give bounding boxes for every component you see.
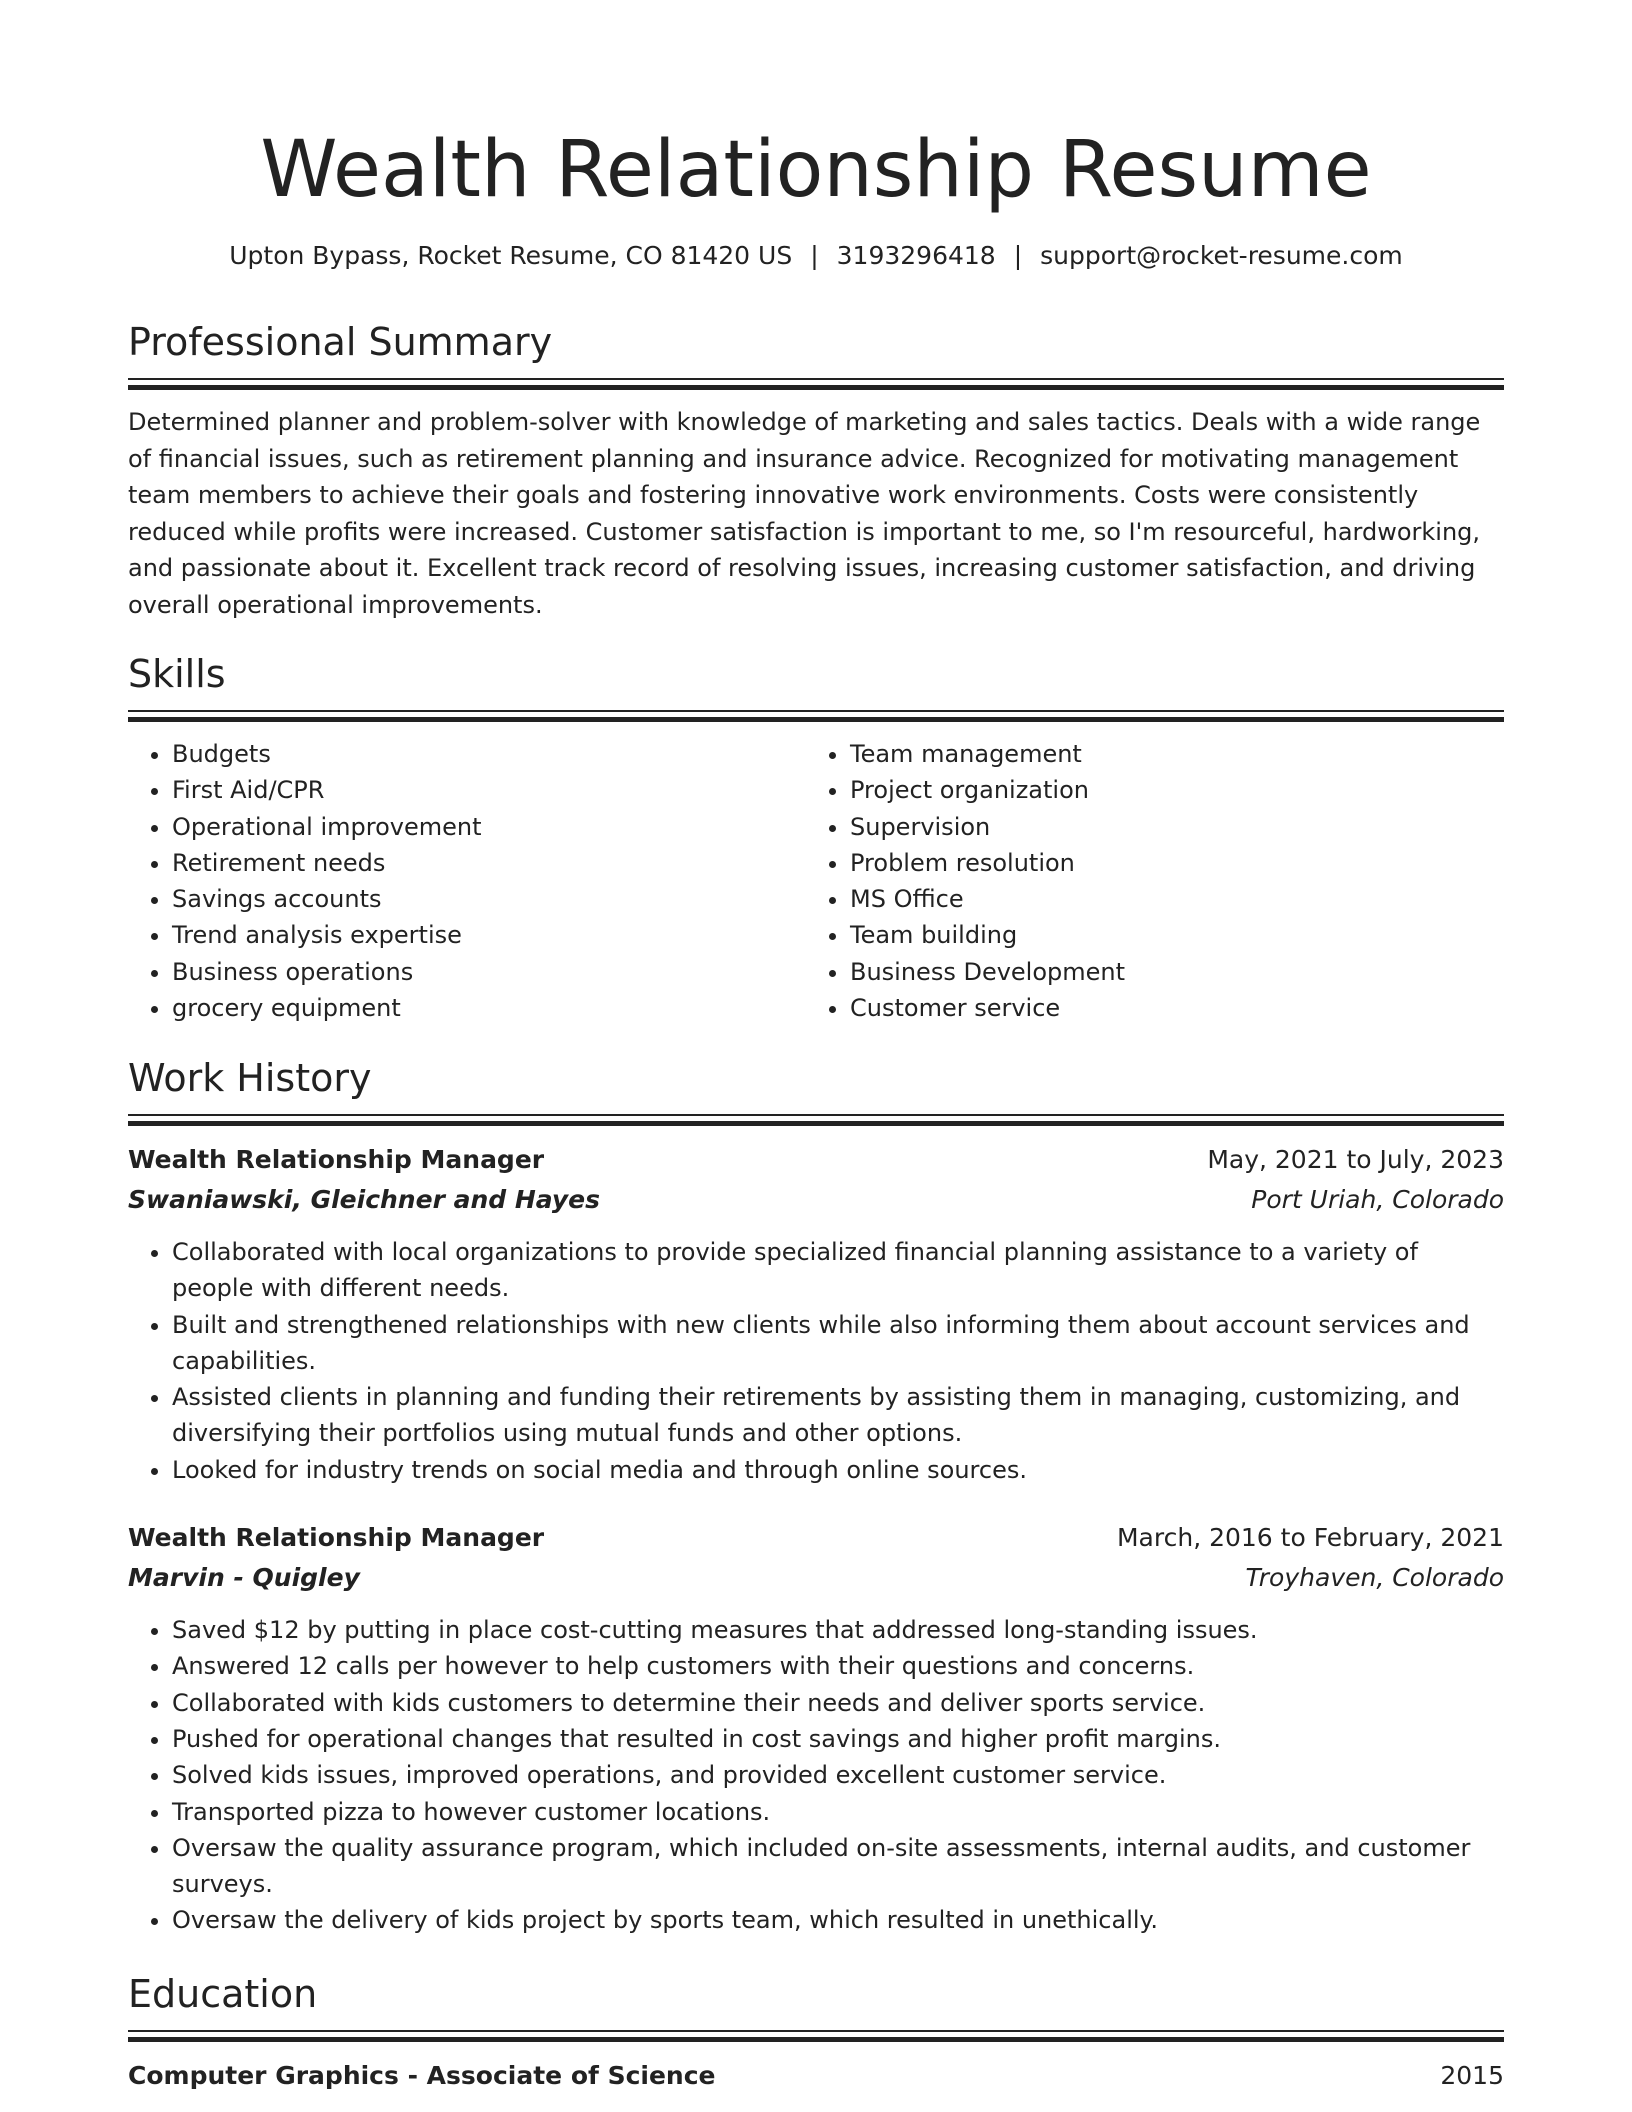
skill-item: • Retirement needs [172, 845, 806, 881]
job-entry [128, 1140, 1504, 1488]
job-bullet: • Looked for industry trends on social media and through online sources. [172, 1452, 1504, 1488]
summary-heading: Professional Summary [128, 320, 553, 364]
summary-section [128, 318, 1504, 623]
job-location: Troyhaven, Colorado [1245, 1563, 1504, 1593]
skill-item: • Project organization [850, 772, 1484, 808]
job-bullet: • Oversaw the quality assurance program, which included on-site assessments, internal audits, and customer surveys. [172, 1830, 1504, 1903]
contact-address: Upton Bypass, Rocket Resume, CO 81420 US [229, 241, 793, 270]
section-divider [128, 1114, 1504, 1126]
job-bullet: • Oversaw the delivery of kids project by sports team, which resulted in unethically. [172, 1902, 1504, 1938]
skills-list-left [128, 736, 806, 1026]
skill-item: • Budgets [172, 736, 806, 772]
job-entry [128, 1518, 1504, 1939]
skill-item: • Business Development [850, 954, 1484, 990]
job-bullet: • Saved $12 by putting in place cost-cutting measures that addressed long-standing issues. [172, 1612, 1504, 1648]
job-company: Swaniawski, Gleichner and Hayes [128, 1185, 601, 1214]
contact-separator: | [810, 241, 819, 270]
job-bullet: • Transported pizza to however customer locations. [172, 1794, 1504, 1830]
education-section [128, 1970, 1504, 2096]
skill-item: • Operational improvement [172, 809, 806, 845]
contact-phone: 3193296418 [836, 241, 996, 270]
job-bullet: • Answered 12 calls per however to help customers with their questions and concerns. [172, 1648, 1504, 1684]
job-bullets [128, 1612, 1504, 1939]
skill-item: • Team management [850, 736, 1484, 772]
skill-item: • Trend analysis expertise [172, 917, 806, 953]
job-bullet: • Built and strengthened relationships with new clients while also informing them about account services and capabilities. [172, 1307, 1504, 1380]
contact-email[interactable]: support@rocket-resume.com [1040, 241, 1403, 270]
skills-columns [128, 736, 1504, 1026]
job-bullet: • Pushed for operational changes that resulted in cost savings and higher profit margins. [172, 1721, 1504, 1757]
skill-item: • Problem resolution [850, 845, 1484, 881]
resume-title: Wealth Relationship Resume [260, 125, 1372, 215]
skills-list-right [806, 736, 1484, 1026]
work-history-section [128, 1054, 1504, 1939]
skill-item: • Supervision [850, 809, 1484, 845]
job-bullet: • Assisted clients in planning and funding their retirements by assisting them in managing, customizing, and diversifying their portfolios using mutual funds and other options. [172, 1379, 1504, 1452]
section-divider [128, 2030, 1504, 2042]
skills-section [128, 650, 1504, 1026]
contact-separator: | [1013, 241, 1023, 270]
skill-item: • Customer service [850, 990, 1484, 1026]
education-heading: Education [128, 1972, 318, 2016]
work-history-heading: Work History [128, 1056, 372, 1100]
skills-heading: Skills [128, 652, 226, 696]
skill-item: • Business operations [172, 954, 806, 990]
job-location: Port Uriah, Colorado [1251, 1185, 1504, 1214]
job-bullet: • Collaborated with local organizations to provide specialized financial planning assistance to a variety of people with different needs. [172, 1234, 1504, 1307]
job-company: Marvin - Quigley [128, 1563, 360, 1593]
job-dates: March, 2016 to February, 2021 [1116, 1523, 1504, 1553]
summary-text: Determined planner and problem-solver with knowledge of marketing and sales tactics. Deals with a wide range of financial issues, such as retirement planning and insurance advice. Recognized for motivating management team members to achieve their goals and fostering innovative work environments. Costs were consistently reduced while profits were increased. Customer satisfaction is important to me, so I'm resourceful, hardworking, and passionate about it. Excellent track record of resolving issues, increasing customer satisfaction, and driving overall operational improvements. [128, 408, 1481, 619]
skill-item: • First Aid/CPR [172, 772, 806, 808]
job-role: Wealth Relationship Manager [128, 1145, 545, 1174]
skill-item: • grocery equipment [172, 990, 806, 1026]
education-entry [128, 2056, 1504, 2096]
education-degree: Computer Graphics - Associate of Science [128, 2061, 716, 2090]
job-bullet: • Solved kids issues, improved operations, and provided excellent customer service. [172, 1757, 1504, 1793]
skill-item: • Team building [850, 917, 1484, 953]
section-divider [128, 710, 1504, 722]
skill-item: • Savings accounts [172, 881, 806, 917]
job-bullets [128, 1234, 1504, 1488]
job-role: Wealth Relationship Manager [128, 1523, 545, 1553]
job-bullet: • Collaborated with kids customers to determine their needs and deliver sports service. [172, 1685, 1504, 1721]
skill-item: • MS Office [850, 881, 1484, 917]
job-dates: May, 2021 to July, 2023 [1207, 1145, 1504, 1174]
contact-line [128, 238, 1504, 274]
section-divider [128, 378, 1504, 390]
education-year: 2015 [1440, 2061, 1504, 2090]
